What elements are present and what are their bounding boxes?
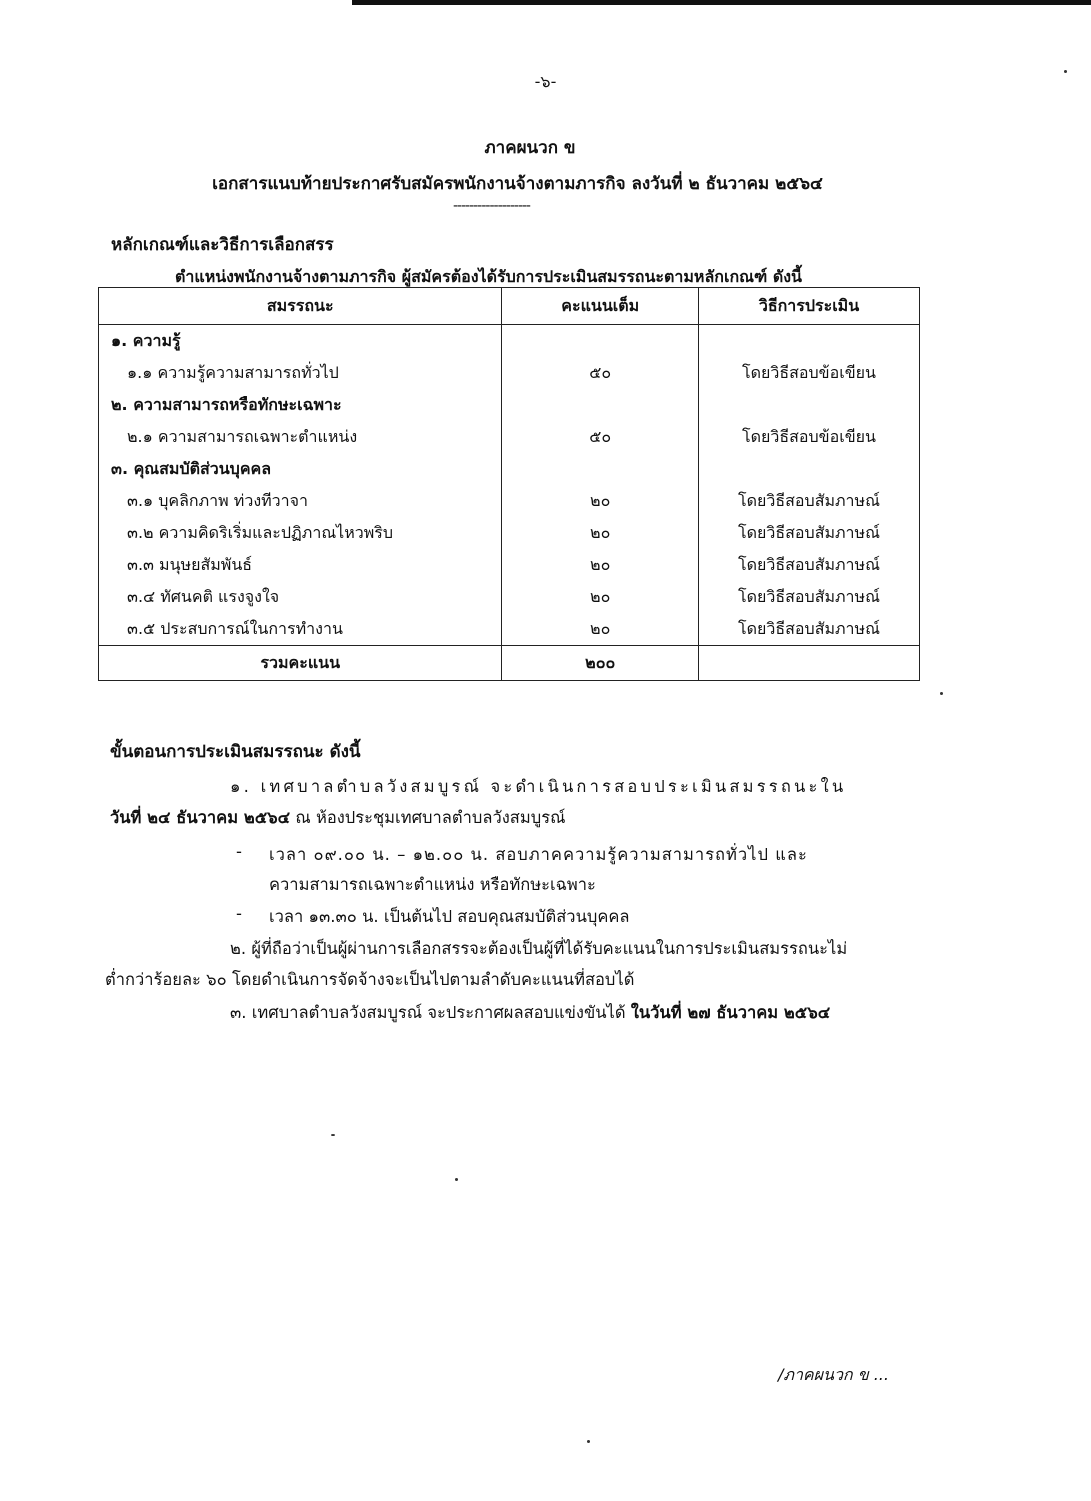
bullet-dash: - — [236, 904, 242, 923]
competency-name: ๒.๑ ความสามารถเฉพาะตำแหน่ง — [99, 421, 502, 453]
competency-name: ๓.๓ มนุษยสัมพันธ์ — [99, 549, 502, 581]
table-row — [99, 485, 920, 517]
competency-method: โดยวิธีสอบข้อเขียน — [698, 421, 919, 453]
table-header-row — [99, 288, 920, 325]
step-1-date: วันที่ ๒๔ ธันวาคม ๒๕๖๔ — [110, 808, 291, 827]
competency-method: โดยวิธีสอบสัมภาษณ์ — [698, 549, 919, 581]
competency-score — [502, 325, 699, 358]
table-row — [99, 325, 920, 358]
document-subtitle: เอกสารแนบท้ายประกาศรับสมัครพนักงานจ้างตามภารกิจ ลงวันที่ ๒ ธันวาคม ๒๕๖๔ — [212, 174, 823, 194]
table-row — [99, 453, 920, 485]
schedule-morning-line-1: เวลา ๐๙.๐๐ น. – ๑๒.๐๐ น. สอบภาคความรู้ความสามารถทั่วไป และ — [269, 845, 808, 864]
step-3 — [230, 1000, 830, 1026]
step-2-line-1: ๒. ผู้ที่ถือว่าเป็นผู้ผ่านการเลือกสรรจะต้องเป็นผู้ที่ได้รับคะแนนในการประเมินสมรรถนะไม่ — [230, 939, 848, 958]
competency-score: ๒๐ — [502, 485, 699, 517]
competency-score: ๒๐ — [502, 613, 699, 646]
separator-line: ------------------- — [453, 198, 530, 214]
competency-score: ๕๐ — [502, 421, 699, 453]
header-full-score: คะแนนเต็ม — [502, 288, 699, 325]
competency-name: ๒. ความสามารถหรือทักษะเฉพาะ — [99, 389, 502, 421]
competency-score: ๒๐ — [502, 517, 699, 549]
step-3-date: ในวันที่ ๒๗ ธันวาคม ๒๕๖๔ — [630, 1003, 831, 1022]
competency-method — [698, 453, 919, 485]
competency-score: ๒๐ — [502, 581, 699, 613]
competency-score: ๒๐ — [502, 549, 699, 581]
competency-method: โดยวิธีสอบสัมภาษณ์ — [698, 485, 919, 517]
table-row — [99, 389, 920, 421]
table-row — [99, 357, 920, 389]
criteria-intro: ตำแหน่งพนักงานจ้างตามภารกิจ ผู้สมัครต้องได้รับการประเมินสมรรถนะตามหลักเกณฑ์ ดังนี้ — [175, 267, 802, 286]
total-score: ๒๐๐ — [502, 646, 699, 681]
step-1-place: ณ ห้องประชุมเทศบาลตำบลวังสมบูรณ์ — [290, 808, 566, 827]
table-row — [99, 549, 920, 581]
competency-method: โดยวิธีสอบสัมภาษณ์ — [698, 581, 919, 613]
competency-name: ๓. คุณสมบัติส่วนบุคคล — [99, 453, 502, 485]
appendix-title: ภาคผนวก ข — [484, 138, 576, 158]
table-row — [99, 581, 920, 613]
step-1-line-1: ๑. เทศบาลตำบลวังสมบูรณ์ จะดำเนินการสอบประเมินสมรรถนะใน — [230, 777, 847, 796]
total-method-empty — [698, 646, 919, 681]
scan-speck — [331, 1134, 335, 1136]
continuation-footer: /ภาคผนวก ข ... — [778, 1365, 889, 1384]
table-total-row — [99, 646, 920, 681]
competency-name: ๑. ความรู้ — [99, 325, 502, 358]
criteria-heading: หลักเกณฑ์และวิธีการเลือกสรร — [111, 235, 334, 255]
step-1-line-2 — [110, 805, 565, 831]
bullet-dash: - — [236, 842, 242, 861]
table-row — [99, 517, 920, 549]
competency-name: ๓.๑ บุคลิกภาพ ท่วงทีวาจา — [99, 485, 502, 517]
table-row — [99, 421, 920, 453]
step-2-line-2: ต่ำกว่าร้อยละ ๖๐ โดยดำเนินการจัดจ้างจะเป็นไปตามลำดับคะแนนที่สอบได้ — [105, 970, 635, 989]
steps-heading: ขั้นตอนการประเมินสมรรถนะ ดังนี้ — [110, 742, 361, 762]
step-3-text: ๓. เทศบาลตำบลวังสมบูรณ์ จะประกาศผลสอบแข่งขันได้ — [230, 1003, 631, 1022]
scan-speck — [1064, 70, 1067, 73]
scan-speck — [455, 1178, 458, 1181]
competency-name: ๓.๕ ประสบการณ์ในการทำงาน — [99, 613, 502, 646]
competency-method: โดยวิธีสอบสัมภาษณ์ — [698, 517, 919, 549]
competency-score: ๕๐ — [502, 357, 699, 389]
competency-method — [698, 325, 919, 358]
competency-method: โดยวิธีสอบสัมภาษณ์ — [698, 613, 919, 646]
competency-name: ๓.๒ ความคิดริเริ่มและปฏิภาณไหวพริบ — [99, 517, 502, 549]
competency-method: โดยวิธีสอบข้อเขียน — [698, 357, 919, 389]
table-row — [99, 613, 920, 646]
competency-method — [698, 389, 919, 421]
scan-speck — [587, 1440, 590, 1443]
competency-table — [98, 287, 920, 681]
competency-name: ๓.๔ ทัศนคติ แรงจูงใจ — [99, 581, 502, 613]
header-method: วิธีการประเมิน — [698, 288, 919, 325]
scan-edge-bar — [352, 0, 1091, 5]
schedule-morning-line-2: ความสามารถเฉพาะตำแหน่ง หรือทักษะเฉพาะ — [269, 875, 596, 894]
schedule-afternoon: เวลา ๑๓.๓๐ น. เป็นต้นไป สอบคุณสมบัติส่วนบุคคล — [269, 907, 630, 926]
header-competency: สมรรถนะ — [99, 288, 502, 325]
competency-name: ๑.๑ ความรู้ความสามารถทั่วไป — [99, 357, 502, 389]
total-label: รวมคะแนน — [99, 646, 502, 681]
scan-speck — [940, 692, 943, 695]
competency-score — [502, 453, 699, 485]
page-number: -๖- — [534, 72, 557, 91]
competency-score — [502, 389, 699, 421]
